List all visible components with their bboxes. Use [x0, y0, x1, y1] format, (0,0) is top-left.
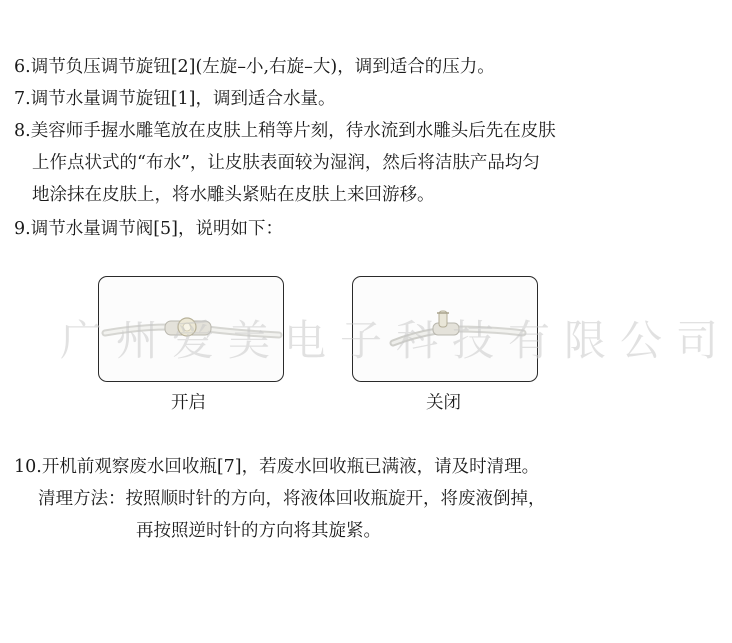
- valve-open-photo: [98, 276, 284, 382]
- instruction-step-8-line-1: 8.美容师手握水雕笔放在皮肤上稍等片刻，待水流到水雕头后先在皮肤: [14, 121, 556, 141]
- instruction-step-6: 6.调节负压调节旋钮[2](左旋–小,右旋–大)，调到适合的压力。: [14, 57, 495, 77]
- cleaning-method-line-2: 再按照逆时针的方向将其旋紧。: [136, 521, 381, 541]
- valve-closed-caption: 关闭: [426, 393, 461, 413]
- valve-open-illustration: [99, 277, 285, 383]
- instruction-step-7: 7.调节水量调节旋钮[1]，调到适合水量。: [14, 89, 336, 109]
- cleaning-method-line-1: 清理方法：按照顺时针的方向，将液体回收瓶旋开，将废液倒掉，: [38, 489, 546, 509]
- instruction-step-8-line-3: 地涂抹在皮肤上，将水雕头紧贴在皮肤上来回游移。: [32, 185, 435, 205]
- valve-closed-photo: [352, 276, 538, 382]
- company-watermark: 广州爱美电子科技有限公司: [60, 316, 732, 365]
- valve-open-caption: 开启: [171, 393, 206, 413]
- instruction-step-8-line-2: 上作点状式的“布水”，让皮肤表面较为湿润，然后将洁肤产品均匀: [32, 153, 540, 173]
- instruction-step-10: 10.开机前观察废水回收瓶[7]，若废水回收瓶已满液，请及时清理。: [14, 457, 540, 477]
- instruction-step-9: 9.调节水量调节阀[5]，说明如下：: [14, 219, 283, 239]
- valve-closed-illustration: [353, 277, 539, 383]
